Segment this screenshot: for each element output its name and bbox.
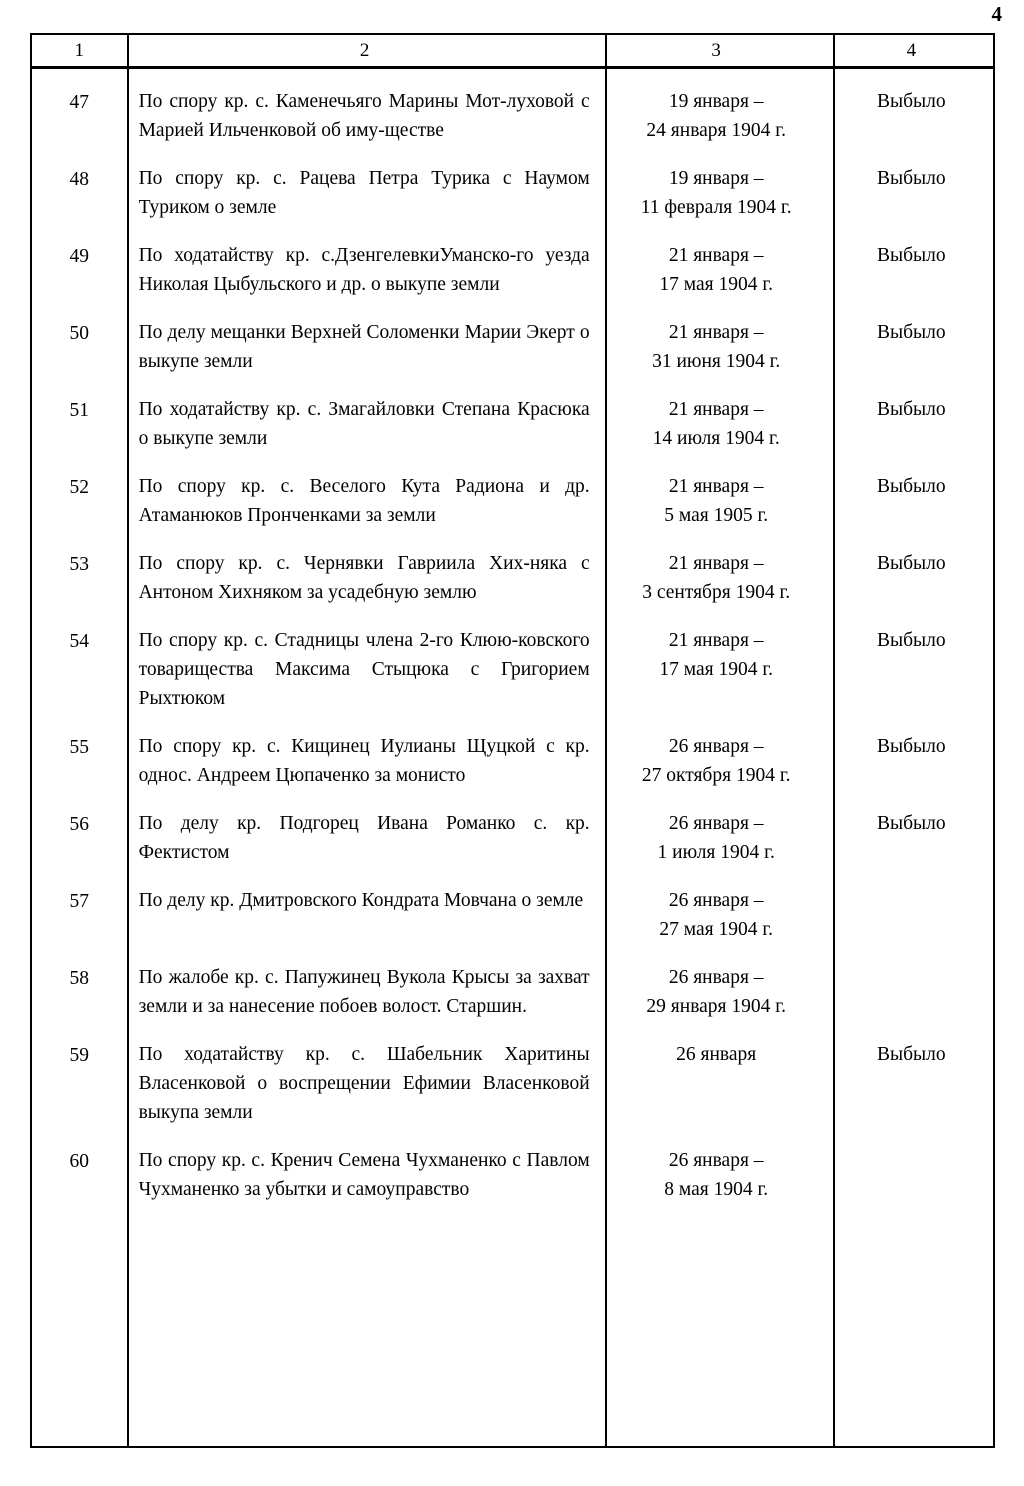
case-date-range (603, 886, 830, 944)
row-number: 52 (69, 477, 90, 498)
table-row (32, 453, 993, 530)
date-start: 21 января – (668, 553, 764, 574)
case-description: По спору кр. с. Чернявки Гавриила Хих-няка с Антоном Хихняком за усадебную землю (138, 553, 590, 603)
case-status (830, 963, 993, 1021)
row-number: 48 (69, 169, 90, 190)
table-row (32, 376, 993, 453)
date-start: 26 января – (668, 890, 764, 911)
date-end: 27 октября 1904 г. (641, 765, 791, 786)
date-start: 21 января – (668, 630, 764, 651)
case-date-range (603, 87, 830, 145)
date-start: 26 января (676, 1044, 757, 1065)
row-number: 58 (69, 968, 90, 989)
table-row (32, 607, 993, 713)
date-end: 27 мая 1904 г. (659, 919, 773, 940)
case-description: По жалобе кр. с. Папужинец Вукола Крысы за захват земли и за нанесение побоев волост. Старшин. (138, 967, 590, 1017)
case-date-range (603, 732, 830, 790)
date-end: 17 мая 1904 г. (659, 274, 773, 295)
row-number: 51 (69, 400, 90, 421)
case-date-range (603, 472, 830, 530)
case-description: По ходатайству кр. с.ДзенгелевкиУманско-го уезда Николая Цыбульского и др. о выкупе земли (138, 245, 590, 295)
date-end: 14 июля 1904 г. (652, 428, 780, 449)
column-header-1: 1 (74, 40, 85, 61)
case-date-range (603, 1040, 830, 1127)
case-status: Выбыло (877, 168, 946, 189)
case-status: Выбыло (877, 630, 946, 651)
case-status: Выбыло (877, 91, 946, 112)
date-start: 21 января – (668, 476, 764, 497)
table-row (32, 944, 993, 1021)
case-description: По спору кр. с. Рацева Петра Турика с Наумом Туриком о земле (138, 168, 590, 218)
case-date-range (603, 318, 830, 376)
date-end: 31 июня 1904 г. (652, 351, 781, 372)
case-description: По спору кр. с. Стадницы члена 2-го Клюю-ковского товарищества Максима Стыцюка с Григорием Рыхтюком (138, 630, 590, 709)
row-number: 47 (69, 92, 90, 113)
case-date-range (603, 963, 830, 1021)
date-start: 26 января – (668, 1150, 764, 1171)
register-table (30, 33, 995, 1448)
date-start: 21 января – (668, 399, 764, 420)
table-row (32, 530, 993, 607)
table-row (32, 145, 993, 222)
case-date-range (603, 626, 830, 713)
case-description: По делу мещанки Верхней Соломенки Марии Экерт о выкупе земли (138, 322, 590, 372)
row-number: 54 (69, 631, 90, 652)
case-status: Выбыло (877, 245, 946, 266)
case-description: По ходатайству кр. с. Шабельник Харитины Власенковой о воспрещении Ефимии Власенковой выкупа земли (138, 1044, 590, 1123)
date-end: 1 июля 1904 г. (657, 842, 775, 863)
table-row (32, 222, 993, 299)
row-number: 55 (69, 737, 90, 758)
case-date-range (603, 809, 830, 867)
case-description: По ходатайству кр. с. Змагайловки Степана Красюка о выкупе земли (138, 399, 590, 449)
case-status (830, 886, 993, 944)
case-description: По спору кр. с. Веселого Кута Радиона и др. Атаманюков Пронченками за земли (138, 476, 590, 526)
table-row (32, 299, 993, 376)
case-date-range (603, 395, 830, 453)
row-number: 53 (69, 554, 90, 575)
case-description: По делу кр. Подгорец Ивана Романко с. кр. Фектистом (138, 813, 590, 863)
case-status: Выбыло (877, 399, 946, 420)
case-date-range (603, 549, 830, 607)
case-description: По спору кр. с. Кищинец Иулианы Щуцкой с кр. однос. Андреем Цюпаченко за монисто (138, 736, 590, 786)
table-header-row (32, 35, 993, 66)
column-header-3: 3 (711, 40, 721, 61)
date-start: 26 января – (668, 967, 764, 988)
column-header-2: 2 (359, 40, 370, 61)
date-start: 21 января – (668, 245, 764, 266)
row-number: 59 (69, 1045, 90, 1066)
date-end: 5 мая 1905 г. (664, 505, 769, 526)
case-status: Выбыло (877, 476, 946, 497)
date-end: 24 января 1904 г. (646, 120, 786, 141)
date-end: 11 февраля 1904 г. (640, 197, 792, 218)
date-end: 17 мая 1904 г. (659, 659, 773, 680)
table-row (32, 1127, 993, 1204)
case-description: По спору кр. с. Каменечьяго Марины Мот-луховой с Марией Ильченковой об иму-ществе (138, 91, 590, 141)
case-date-range (603, 164, 830, 222)
date-end: 3 сентября 1904 г. (642, 582, 791, 603)
table-row (32, 1021, 993, 1127)
row-number: 60 (69, 1151, 90, 1172)
date-end: 8 мая 1904 г. (664, 1179, 769, 1200)
case-status: Выбыло (877, 1044, 946, 1065)
page-number: 4 (991, 2, 1002, 26)
case-status: Выбыло (877, 322, 946, 343)
column-header-4: 4 (906, 40, 917, 61)
table-body (32, 68, 993, 1446)
date-start: 26 января – (668, 736, 764, 757)
table-row (32, 713, 993, 790)
row-number: 50 (69, 323, 90, 344)
date-start: 26 января – (668, 813, 764, 834)
table-row (32, 68, 993, 145)
row-number: 49 (69, 246, 90, 267)
case-status: Выбыло (877, 736, 946, 757)
date-start: 21 января – (668, 322, 764, 343)
row-number: 56 (69, 814, 90, 835)
date-start: 19 января – (668, 91, 764, 112)
date-end: 29 января 1904 г. (646, 996, 786, 1017)
row-number: 57 (69, 891, 90, 912)
table-row (32, 790, 993, 867)
case-date-range (603, 241, 830, 299)
case-status: Выбыло (877, 813, 946, 834)
case-description: По спору кр. с. Кренич Семена Чухманенко с Павлом Чухманенко за убытки и самоуправство (138, 1150, 590, 1200)
case-description: По делу кр. Дмитровского Кондрата Мовчана о земле (138, 890, 584, 911)
case-status: Выбыло (877, 553, 946, 574)
case-status (830, 1146, 993, 1204)
table-row (32, 867, 993, 944)
date-start: 19 января – (668, 168, 764, 189)
case-date-range (603, 1146, 830, 1204)
